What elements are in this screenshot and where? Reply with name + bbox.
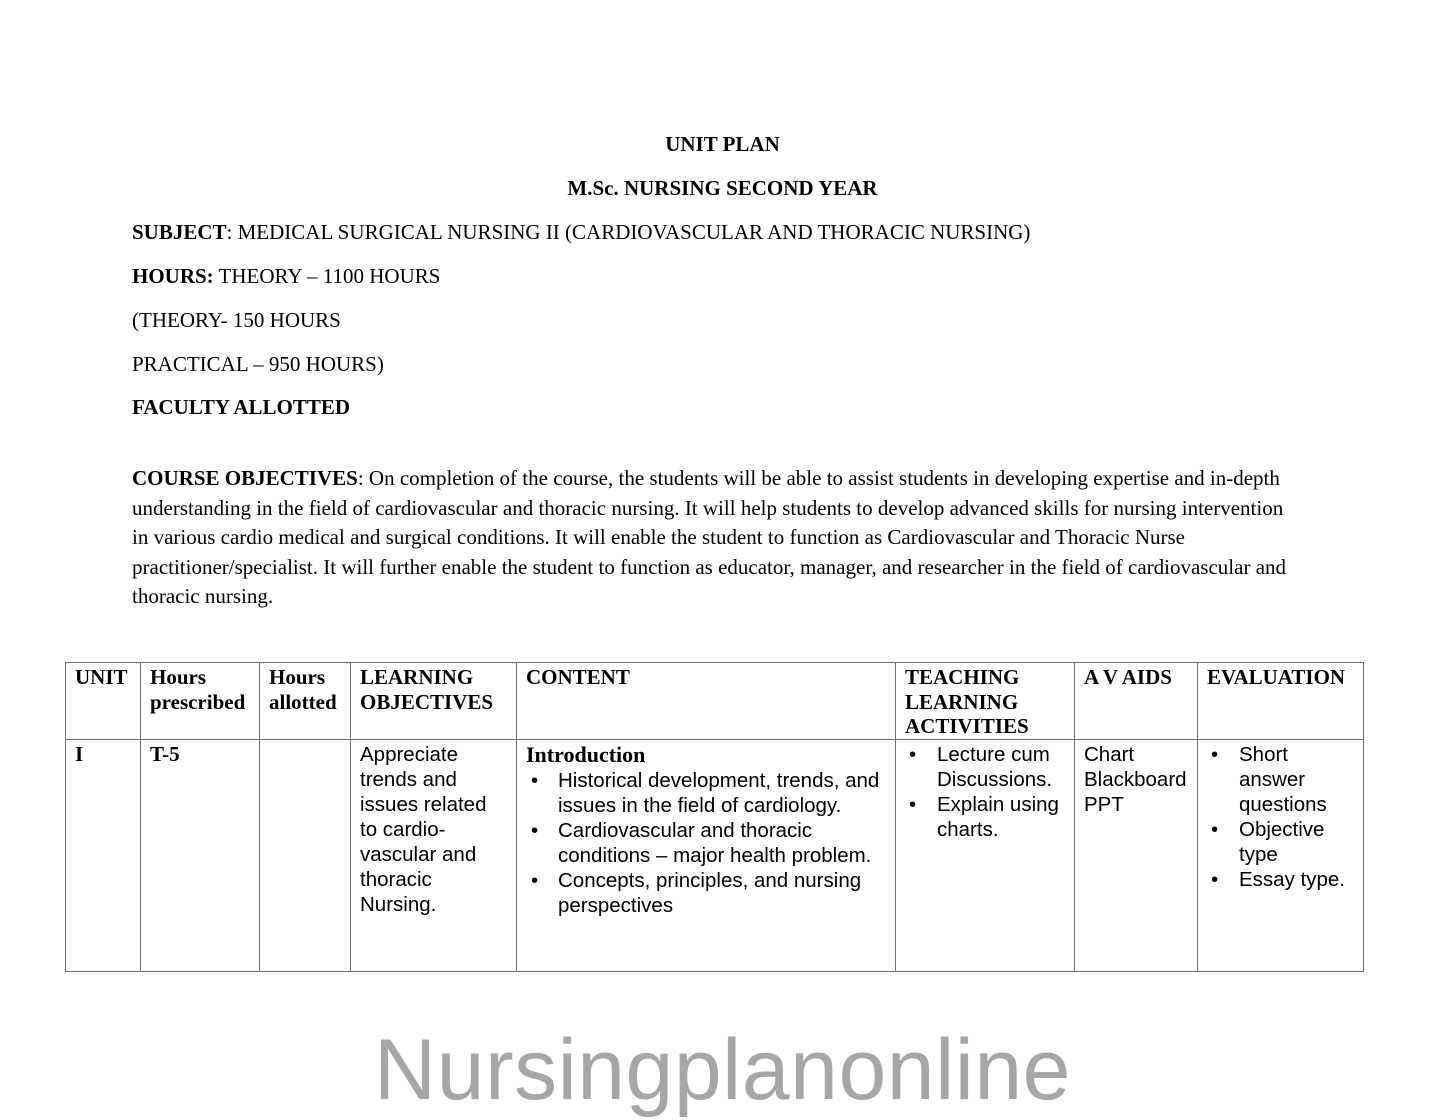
subject-line: [132, 220, 1030, 245]
header-evaluation: EVALUATION: [1198, 663, 1364, 740]
content-item: • Cardiovascular and thoracic conditions – major health problem.: [558, 818, 886, 868]
subject-value: : MEDICAL SURGICAL NURSING II (CARDIOVASCULAR AND THORACIC NURSING): [226, 220, 1031, 244]
header-content: CONTENT: [517, 663, 896, 740]
header-teaching-learning-activities: TEACHING LEARNING ACTIVITIES: [896, 663, 1075, 740]
cell-learning-objectives: Appreciate trends and issues related to cardio-vascular and thoracic Nursing.: [351, 739, 517, 971]
evaluation-item: • Objective type: [1239, 817, 1354, 867]
activity-item: • Explain using charts.: [937, 792, 1065, 842]
hours-line: [132, 264, 440, 289]
hours-value: THEORY – 1100 HOURS: [213, 264, 441, 288]
evaluation-item: • Essay type.: [1239, 867, 1354, 892]
unit-plan-table: [65, 662, 1364, 972]
document-title: UNIT PLAN: [665, 132, 780, 156]
content-item: • Historical development, trends, and issues in the field of cardiology.: [558, 768, 886, 818]
av-aid-item: PPT: [1084, 792, 1124, 816]
av-aid-item: Chart: [1084, 742, 1135, 766]
header-hours-prescribed: Hours prescribed: [141, 663, 260, 740]
faculty-allotted-label: FACULTY ALLOTTED: [132, 395, 351, 419]
content-heading: Introduction: [526, 741, 646, 767]
cell-teaching-learning-activities: [896, 739, 1075, 971]
activity-item: • Lecture cum Discussions.: [937, 742, 1065, 792]
table-row: [66, 739, 1364, 971]
course-objectives-label: COURSE OBJECTIVES: [132, 466, 358, 490]
practical-hours-line: PRACTICAL – 950 HOURS): [132, 352, 384, 376]
table-header-row: [66, 663, 1364, 740]
cell-av-aids: [1075, 739, 1198, 971]
hours-label: HOURS:: [132, 264, 214, 288]
cell-hours-allotted: [260, 739, 351, 971]
av-aid-item: Blackboard: [1084, 767, 1187, 791]
header-unit: UNIT: [66, 663, 141, 740]
header-hours-allotted: Hours allotted: [260, 663, 351, 740]
cell-hours-prescribed: T-5: [141, 739, 260, 971]
course-objectives: [132, 464, 1292, 612]
watermark-text: Nursingplanonline: [374, 1022, 1071, 1118]
content-item: • Concepts, principles, and nursing perspectives: [558, 868, 886, 918]
theory-hours-line: (THEORY- 150 HOURS: [132, 308, 341, 332]
evaluation-item: • Short answer questions: [1239, 742, 1354, 817]
header-av-aids: A V AIDS: [1075, 663, 1198, 740]
cell-evaluation: [1198, 739, 1364, 971]
course-objectives-text: : On completion of the course, the students will be able to assist students in developing expertise and in-depth understanding in the field of cardiovascular and thoracic nursing. It will help students to develop advanced skills for nursing intervention in various cardio medical and surgical conditions. It will enable the student to function as Cardiovascular and Thoracic Nurse practitioner/specialist. It will further enable the student to function as educator, manager, and researcher in the field of cardiovascular and thoracic nursing.: [132, 466, 1287, 608]
document-subtitle: M.Sc. NURSING SECOND YEAR: [567, 176, 878, 200]
header-learning-objectives: LEARNING OBJECTIVES: [351, 663, 517, 740]
subject-label: SUBJECT: [132, 220, 227, 244]
cell-content: [517, 739, 896, 971]
cell-unit: I: [66, 739, 141, 971]
